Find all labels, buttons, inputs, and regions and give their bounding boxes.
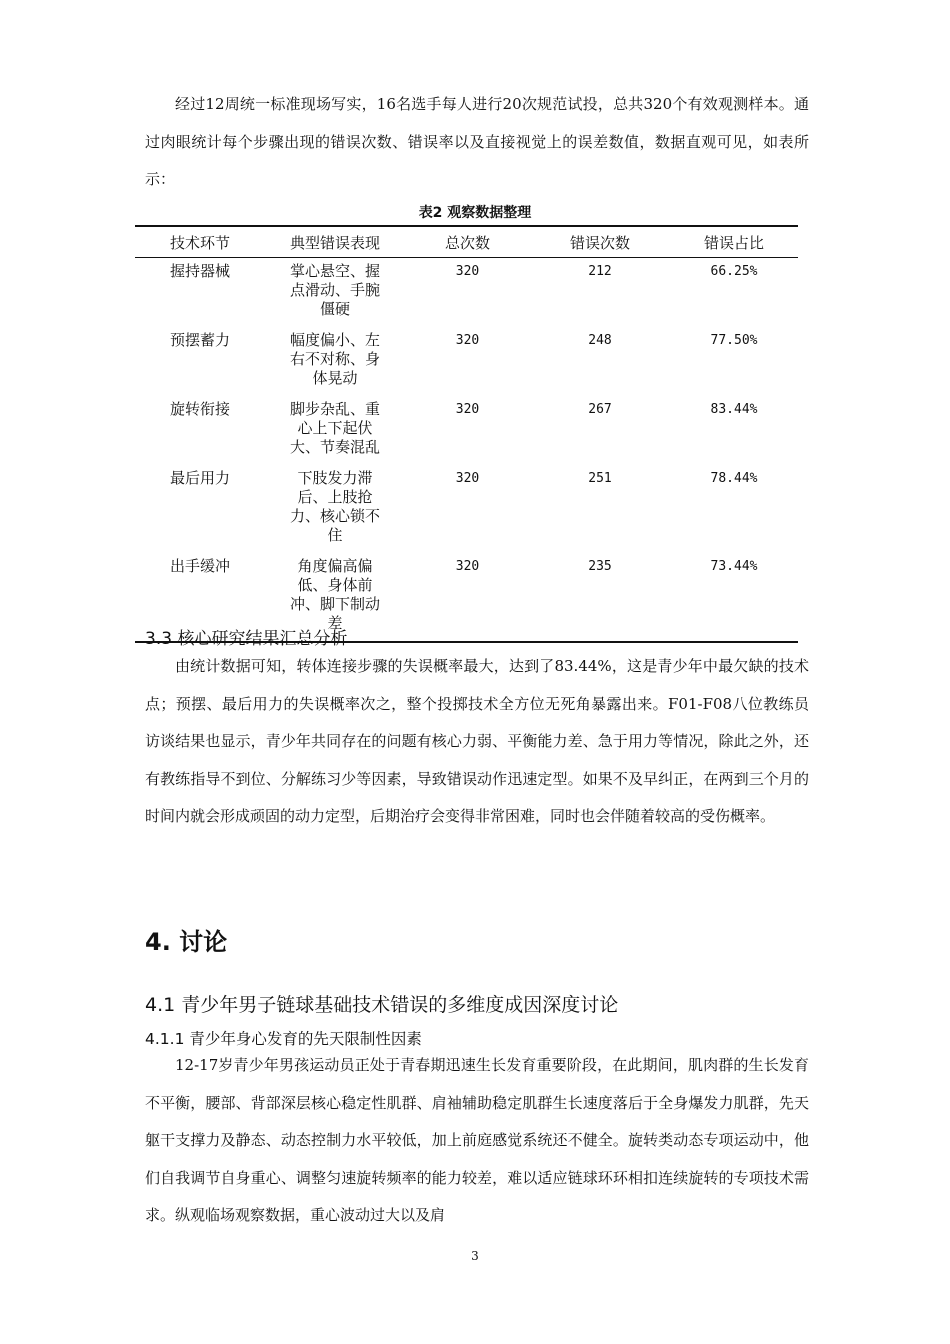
section-4-1-heading: 4.1 青少年男子链球基础技术错误的多维度成因深度讨论 (145, 994, 619, 1016)
cell-phase: 最后用力 (169, 469, 230, 487)
header-errors: 错误次数 (569, 233, 630, 252)
table-row (135, 327, 798, 396)
page-number: 3 (471, 1249, 479, 1263)
cell-ratio: 77.50% (710, 333, 758, 348)
table-row (135, 396, 798, 465)
cell-total: 320 (455, 471, 480, 486)
cell-phase: 旋转衔接 (169, 400, 230, 418)
cell-errors: 267 (588, 402, 612, 417)
table-row (135, 258, 798, 328)
header-ratio: 错误占比 (703, 233, 764, 252)
table-row (135, 465, 798, 553)
cell-error: 角度偏高偏低、身体前冲、脚下制动差 (289, 557, 380, 632)
header-phase: 技术环节 (169, 233, 230, 252)
cell-error: 掌心悬空、握点滑动、手腕僵硬 (289, 262, 380, 318)
cell-ratio: 78.44% (710, 471, 758, 486)
cell-errors: 248 (588, 333, 612, 348)
cell-ratio: 83.44% (710, 402, 758, 417)
cell-errors: 212 (588, 264, 612, 279)
intro-paragraph: 经过12周统一标准现场写实，16名选手每人进行20次规范试投，总共320个有效观测样本。通过肉眼统计每个步骤出现的错误次数、错误率以及直接视觉上的误差数值，数据直观可见，如表所示： (145, 95, 809, 188)
section-4-1-1-heading: 4.1.1 青少年身心发育的先天限制性因素 (145, 1030, 422, 1048)
section-4-1-1-paragraph: 12-17岁青少年男孩运动员正处于青春期迅速生长发育重要阶段，在此期间，肌肉群的生长发育不平衡，腰部、背部深层核心稳定性肌群、肩袖辅助稳定肌群生长速度落后于全身爆发力肌群，先天躯干支撑力及静态、动态控制力水平较低，加上前庭感觉系统还不健全。旋转类动态专项运动中，他们自我调节自身重心、调整匀速旋转频率的能力较差，难以适应链球环环相扣连续旋转的专项技术需求。纵观临场观察数据，重心波动过大以及肩 (145, 1056, 809, 1224)
cell-phase: 出手缓冲 (169, 557, 230, 575)
observation-table (135, 225, 798, 643)
section-4-heading: 4. 讨论 (145, 928, 228, 956)
cell-total: 320 (455, 264, 480, 279)
cell-total: 320 (455, 402, 480, 417)
table-header-row (135, 226, 798, 258)
section-3-3-paragraph: 由统计数据可知，转体连接步骤的失误概率最大，达到了83.44%，这是青少年中最欠缺的技术点；预摆、最后用力的失误概率次之，整个投掷技术全方位无死角暴露出来。F01-F08八位教练员访谈结果也显示，青少年共同存在的问题有核心力弱、平衡能力差、急于用力等情况，除此之外，还有教练指导不到位、分解练习少等因素，导致错误动作迅速定型。如果不及早纠正，在两到三个月的时间内就会形成顽固的动力定型，后期治疗会变得非常困难，同时也会伴随着较高的受伤概率。 (145, 657, 809, 825)
cell-ratio: 73.44% (710, 559, 758, 574)
cell-total: 320 (455, 559, 480, 574)
cell-error: 幅度偏小、左右不对称、身体晃动 (289, 331, 380, 387)
header-error: 典型错误表现 (289, 233, 380, 252)
cell-phase: 预摆蓄力 (169, 331, 230, 349)
cell-error: 下肢发力滞后、上肢抢力、核心锁不住 (289, 469, 380, 544)
section-3-3-heading: 3.3 核心研究结果汇总分析 (145, 629, 348, 649)
cell-phase: 握持器械 (169, 262, 230, 280)
cell-ratio: 66.25% (710, 264, 758, 279)
cell-errors: 235 (588, 559, 612, 574)
header-total: 总次数 (444, 233, 490, 252)
cell-total: 320 (455, 333, 480, 348)
cell-error: 脚步杂乱、重心上下起伏大、节奏混乱 (289, 400, 380, 456)
table-caption: 表2 观察数据整理 (418, 205, 532, 221)
cell-errors: 251 (588, 471, 612, 486)
